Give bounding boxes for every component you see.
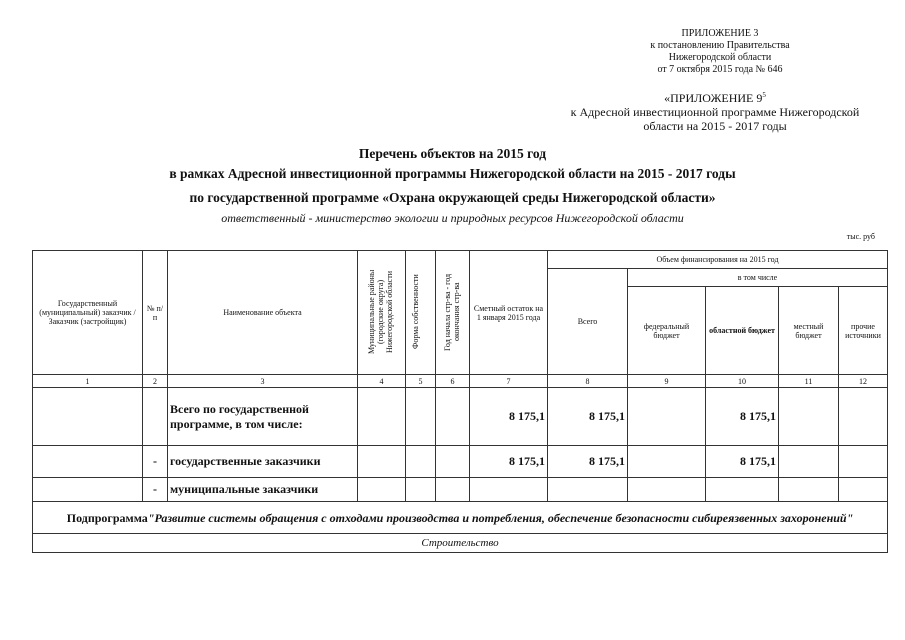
col-number: 3 (168, 375, 358, 388)
col-number: 8 (548, 375, 628, 388)
col-number: 4 (358, 375, 406, 388)
appendix-3-line3: Нижегородской области (668, 52, 772, 63)
row-estimate: 8 175,1 (470, 446, 548, 478)
row-name: государственные заказчики (168, 446, 358, 478)
header-including: в том числе (628, 269, 888, 287)
row-estimate (470, 478, 548, 502)
document-title-line2: в рамках Адресной инвестиционной программы Нижегородской области на 2015 - 2017 годы (169, 166, 736, 181)
row-total: 8 175,1 (548, 446, 628, 478)
subprogram-name: "Развитие системы обращения с отходами производства и потребления, обеспечение безопасности сибиреязвенных захоронений" (147, 510, 854, 525)
subprogram-row (33, 502, 888, 534)
col-number: 6 (436, 375, 470, 388)
table-row-municipal (33, 478, 888, 502)
row-num: - (143, 446, 168, 478)
row-name: Всего по государственной программе, в том числе: (168, 388, 358, 446)
row-num: - (143, 478, 168, 502)
subprogram-title (33, 502, 888, 534)
responsible-ministry: ответственный - министерство экологии и природных ресурсов Нижегородской области (221, 211, 684, 225)
appendix-9-header (555, 88, 875, 133)
appendix-9-line3: области на 2015 - 2017 годы (643, 119, 787, 133)
row-num (143, 388, 168, 446)
appendix-3-line2: к постановлению Правительства (650, 40, 790, 51)
col-number: 9 (628, 375, 706, 388)
row-regional: 8 175,1 (706, 446, 779, 478)
header-ownership: Форма собственности (406, 251, 436, 375)
col-number: 5 (406, 375, 436, 388)
header-name: Наименование объекта (168, 251, 358, 375)
col-number: 10 (706, 375, 779, 388)
header-years: Год начала стр-ва - год окончания стр-ва (436, 251, 470, 375)
header-funding: Объем финансирования на 2015 год (548, 251, 888, 269)
header-federal: федеральный бюджет (628, 287, 706, 375)
header-local: местный бюджет (779, 287, 839, 375)
row-total: 8 175,1 (548, 388, 628, 446)
col-number: 11 (779, 375, 839, 388)
col-number: 2 (143, 375, 168, 388)
table-row-state (33, 446, 888, 478)
document-title-line1: Перечень объектов на 2015 год (358, 146, 547, 161)
row-name: муниципальные заказчики (168, 478, 358, 502)
row-regional: 8 175,1 (706, 388, 779, 446)
col-number: 7 (470, 375, 548, 388)
appendix-3-date: от 7 октября 2015 года № 646 (657, 64, 783, 75)
header-regional: областной бюджет (706, 287, 779, 375)
document-title-line3: по государственной программе «Охрана окружающей среды Нижегородской области» (189, 190, 716, 205)
subprogram-prefix: Подпрограмма (66, 510, 148, 525)
row-regional (706, 478, 779, 502)
appendix-9-line2: к Адресной инвестиционной программе Нижегородской (570, 105, 860, 119)
col-number: 1 (33, 375, 143, 388)
row-estimate: 8 175,1 (470, 388, 548, 446)
header-other: прочие источники (839, 287, 888, 375)
section-row (33, 534, 888, 553)
appendix-9-title: «ПРИЛОЖЕНИЕ $9^5$ (664, 91, 766, 105)
col-number: 12 (839, 375, 888, 388)
appendix-3-title: ПРИЛОЖЕНИЕ 3 (681, 28, 759, 39)
header-districts: Муниципальные районы (городские округа) Нижегородской области (358, 251, 406, 375)
header-estimate: Сметный остаток на 1 января 2015 года (470, 251, 548, 375)
section-title: Строительство (33, 534, 888, 553)
row-total (548, 478, 628, 502)
appendix-3-header (625, 28, 815, 76)
column-number-row (33, 375, 888, 388)
header-customer: Государственный (муниципальный) заказчик / Заказчик (застройщик) (33, 251, 143, 375)
units-label: тыс. руб (846, 232, 875, 241)
objects-table (32, 250, 888, 553)
header-num: № п/п (143, 251, 168, 375)
table-row-total (33, 388, 888, 446)
header-total: Всего (548, 269, 628, 375)
